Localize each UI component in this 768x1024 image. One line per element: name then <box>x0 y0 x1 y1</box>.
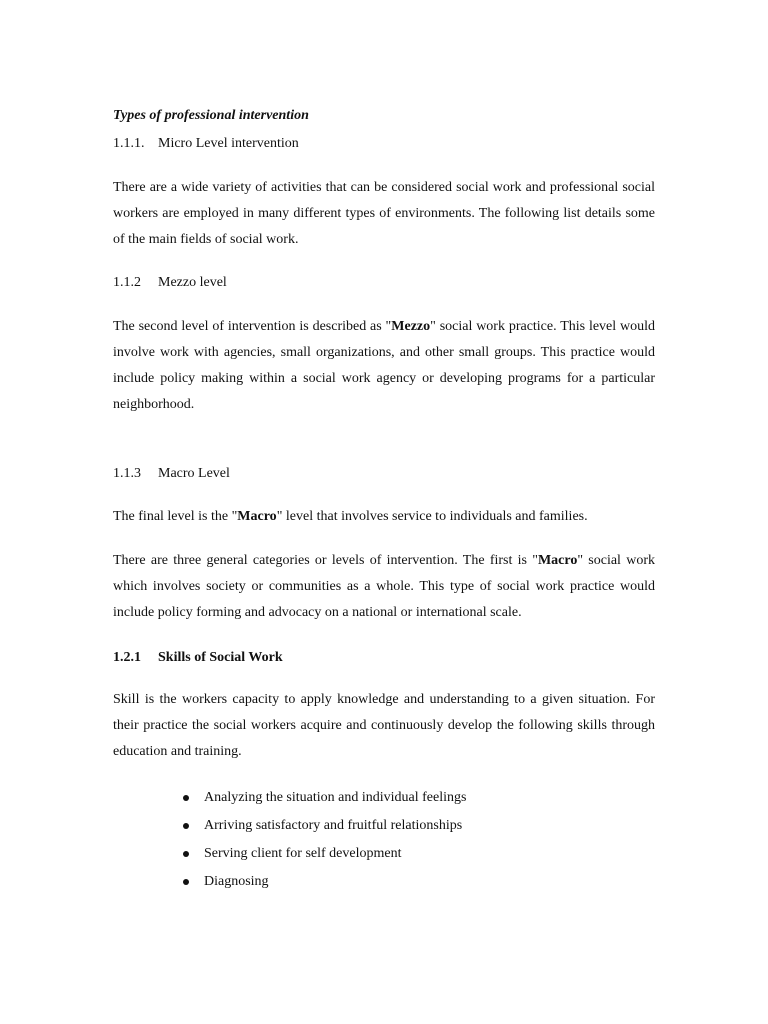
skills-paragraph: Skill is the workers capacity to apply knowledge and understanding to a given situation. For their practice the social workers acquire and continuously develop the following skills through education and training. <box>113 692 655 759</box>
bullet-icon <box>183 823 189 829</box>
paragraph-text: " social work which involves society or communities as a whole. This type of social work practice would include policy forming and advocacy on a national or international scale. <box>113 553 655 620</box>
section-heading-text: Micro Level intervention <box>158 136 299 151</box>
paragraph-text: There are three general categories or levels of intervention. The first is " <box>113 553 538 568</box>
skills-list <box>180 786 466 898</box>
macro-paragraph-1 <box>113 504 655 530</box>
paragraph-text: The second level of intervention is described as " <box>113 319 392 334</box>
section-number: 1.1.2 <box>113 275 141 290</box>
emphasis-term: Macro <box>537 553 578 568</box>
list-item <box>180 814 466 842</box>
list-item <box>180 842 466 870</box>
paragraph-text: " level that involves service to individuals and families. <box>276 509 588 524</box>
section-heading-text: Mezzo level <box>158 275 227 290</box>
section-heading-text: Macro Level <box>158 466 230 481</box>
list-item-text: Analyzing the situation and individual feelings <box>204 790 467 805</box>
section-heading-skills <box>113 648 283 668</box>
mezzo-paragraph <box>113 314 655 418</box>
micro-paragraph: There are a wide variety of activities that can be considered social work and professional social workers are employed in many different types of environments. The following list details some of the main fields of social work. <box>113 180 655 247</box>
emphasis-term: Mezzo <box>391 319 431 334</box>
macro-paragraph-2 <box>113 548 655 626</box>
emphasis-term: Macro <box>237 509 277 524</box>
list-item <box>180 786 466 814</box>
section-heading-text: Skills of Social Work <box>158 650 283 665</box>
section-heading-macro <box>113 464 230 484</box>
bullet-icon <box>183 795 189 801</box>
list-item-text: Serving client for self development <box>204 846 402 861</box>
paragraph-text: The final level is the " <box>113 509 238 524</box>
section-number: 1.2.1 <box>113 650 141 665</box>
bullet-icon <box>183 851 189 857</box>
list-item <box>180 870 466 898</box>
document-title: Types of professional intervention <box>113 108 309 123</box>
section-heading-micro <box>113 134 299 154</box>
section-heading-mezzo <box>113 273 227 293</box>
bullet-icon <box>183 879 189 885</box>
list-item-text: Diagnosing <box>204 874 269 889</box>
list-item-text: Arriving satisfactory and fruitful relationships <box>204 818 463 833</box>
paragraph-text: " social work practice. This level would involve work with agencies, small organizations, and other small groups. This practice would include policy making within a social work agency or developing programs for a particular neighborhood. <box>113 319 655 412</box>
section-number: 1.1.1. <box>113 136 145 151</box>
section-number: 1.1.3 <box>113 466 141 481</box>
